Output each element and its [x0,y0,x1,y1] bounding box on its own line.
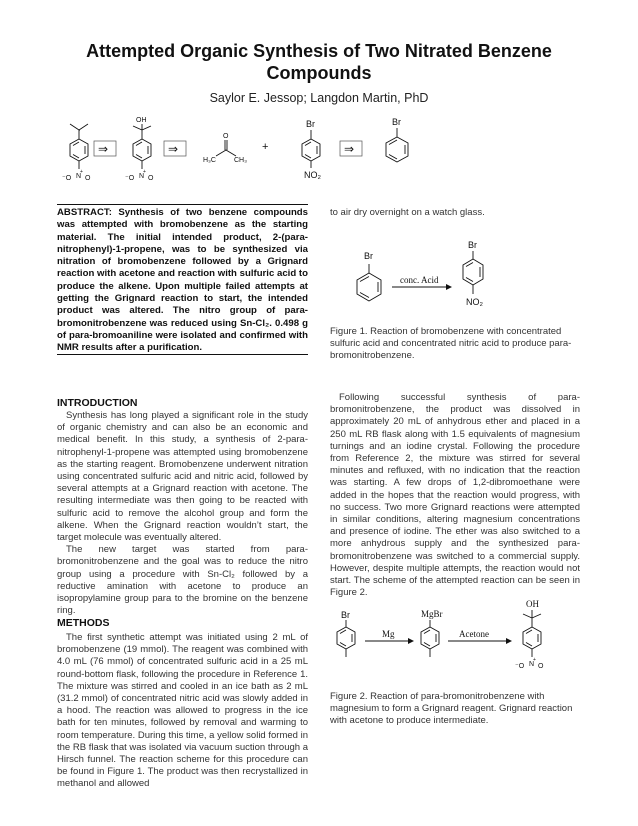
molecule-nitrophenylpropene [70,124,88,169]
nitro-plus-2: + [143,169,146,175]
fig1-arrow-head [446,284,452,290]
abstract-label: ABSTRACT: [57,207,112,218]
retro-arrow-1: ⇒ [98,142,109,156]
fig2-mgbr-label: MgBr [421,609,443,619]
fig2-oh-label: OH [526,599,539,609]
paper-title: Attempted Organic Synthesis of Two Nitrated Benzene Compounds [86,41,552,83]
fig2-br-label: Br [341,610,350,620]
oh-label-top: OH [136,117,147,124]
fig2-arrow-2-head [506,638,512,644]
br-label-bromobenzene: Br [392,117,401,127]
abstract [57,207,308,355]
plus-sign: + [262,141,269,153]
abstract-text: Synthesis of two benzene compounds was attempted with bromobenzene as the starting material. The initial intended product, 2-(para-nitrophenyl)-1-propene, was to be synthesized via nitration of bromobenzene followed by a Grignard reaction with acetone and reaction with sulfuric acid to produce the alkene. Upon multiple failed attempts at getting the Grignard reaction to start, the intended product was altered. The nitro group of para-bromonitrobenzene was reduced using Sn-Cl₂. 0.498 g of para-bromoaniline were isolated and confirmed with NMR results after a purification. [57,207,308,354]
fig2-arrow-1-head [408,638,414,644]
acetone-o: O [223,133,229,140]
fig1-br-reactant: Br [364,251,373,261]
nitro-n-1: N [76,173,82,180]
fig2-nitro-plus: + [533,657,536,663]
nitro-o-minus-2: ⁻O [125,175,135,182]
fig2-nitro-o: O [538,663,544,670]
retro-arrow-3: ⇒ [344,142,355,156]
fig2-nitro-o-minus: ⁻O [515,663,525,670]
molecule-nitrophenyl-propanol [133,124,151,169]
figure-2-caption: Figure 2. Reaction of para-bromonitrobenzene with magnesium to form a Grignard reagent. Grignard reaction with acetone to produce intermediate. [330,691,573,727]
abstract-rule-top [57,204,308,205]
methods-body [57,632,308,791]
acetone-ch3: CH₃ [234,157,247,164]
results-para-1: Following successful synthesis of para-bromonitrobenzene, the product was dissolved in approximately 20 mL of anhydrous ether and placed in a 250 mL RB flask along with 1.5 equivalents of magnesium turnings and an iodine crystal. Following the procedure from Reference 2, the mixture was stirred for several minutes and refluxed, with no indication that the reaction was starting. A few drops of 1,2-dibromoethane were added in the hopes that the reaction would progress, with no success. Two more Grignard reactions were attempted in similar conditions, altering magnesium concentrations and presence of iodine. The ether was also switched to a more anhydrous supply and the synthesized para-bromonitrobenzene was switched to a commercial supply. However, despite multiple attempts, the reaction would not start. The scheme of the attempted reaction can be seen in Figure 2. [330,392,580,599]
fig1-reagent: conc. Acid [400,275,439,285]
br-label-top: Br [306,119,315,129]
retrosynthesis-scheme [0,110,638,190]
nitro-o-2: O [148,175,154,182]
molecule-acetone [216,140,236,156]
fig2-nitro-n: N [529,661,535,668]
fig1-br-product: Br [468,240,477,250]
introduction-body [57,410,308,617]
fig2-grignard-reagent [421,620,439,657]
fig2-mg-reagent: Mg [382,629,395,639]
abstract-rule-bottom [57,354,308,355]
introduction-heading: INTRODUCTION [57,397,138,409]
molecule-bromonitrobenzene [302,130,320,168]
introduction-para-2: The new target was started from para-bromonitrobenzene and the goal was to reduce the nitro group using a procedure with Sn-Cl₂ followed by a reductive amination with acetone to produce an isopropylamine group para to the bromine on the benzene ring. [57,544,308,617]
retro-arrow-2: ⇒ [168,142,179,156]
figure-1-caption: Figure 1. Reaction of bromobenzene with concentrated sulfuric acid and concentrated nitric acid to produce para-bromonitrobenzene. [330,326,572,362]
introduction-para-1: Synthesis has long played a significant role in the study of organic chemistry and can also be an economic and medical benefit. In this study, a synthesis of 2-para-nitrophenyl-1-propene was attempted using bromobenzene as the starting reagent. Bromobenzene underwent nitration using concentrated sulfuric acid and nitric acid, followed by several attempts at a Grignard reaction with acetone. The resulting intermediate was then going to be reacted with sulfuric acid to remove the alcohol group and form the alkene. When the Grignard reaction wouldn’t start, the target molecule was eventually altered. [57,410,308,544]
nitro-plus-1: + [80,169,83,175]
fig2-acetone-reagent: Acetone [459,629,489,639]
molecule-bromobenzene [386,128,408,162]
fig1-bromobenzene [357,264,381,301]
acetone-h3c: H₃C [203,157,216,164]
nitro-o-minus-1: ⁻O [62,175,72,182]
methods-continuation: to air dry overnight on a watch glass. [330,207,485,218]
figure-1-scheme [330,232,580,340]
methods-para-1: The first synthetic attempt was initiated using 2 mL of bromobenzene (19 mmol). The reagent was combined with 4.0 mL (76 mmol) of concentrated sulfuric acid in a 25 mL round-bottom flask, following the procedure in Reference 1. The mixture was stirred and cooled in an ice bath as 2 mL (31.2 mmol) of concentrated nitric acid was slowly added in a hood. The reaction was allowed to progress in the ice bath for ten minutes, followed by removal and warming to room temperature. During this time, a yellow solid formed in the RB flask that was isolated via vacuum suction through a Hirsch funnel. The reaction scheme for this procedure can be found in Figure 1. The product was then recrystallized in methanol and allowed [57,632,308,790]
figure-2-scheme [330,596,580,686]
fig1-no2-product: NO₂ [466,297,483,307]
nitro-n-2: N [139,173,145,180]
results-body [330,392,580,599]
fig2-tertiary-alcohol [523,610,541,657]
fig1-bromonitrobenzene [463,251,483,294]
paper-authors: Saylor E. Jessop; Langdon Martin, PhD [209,91,429,105]
nitro-o-1: O [85,175,91,182]
methods-heading: METHODS [57,617,110,629]
fig2-bromonitrobenzene [337,620,355,657]
no2-label-top: NO₂ [304,170,321,180]
